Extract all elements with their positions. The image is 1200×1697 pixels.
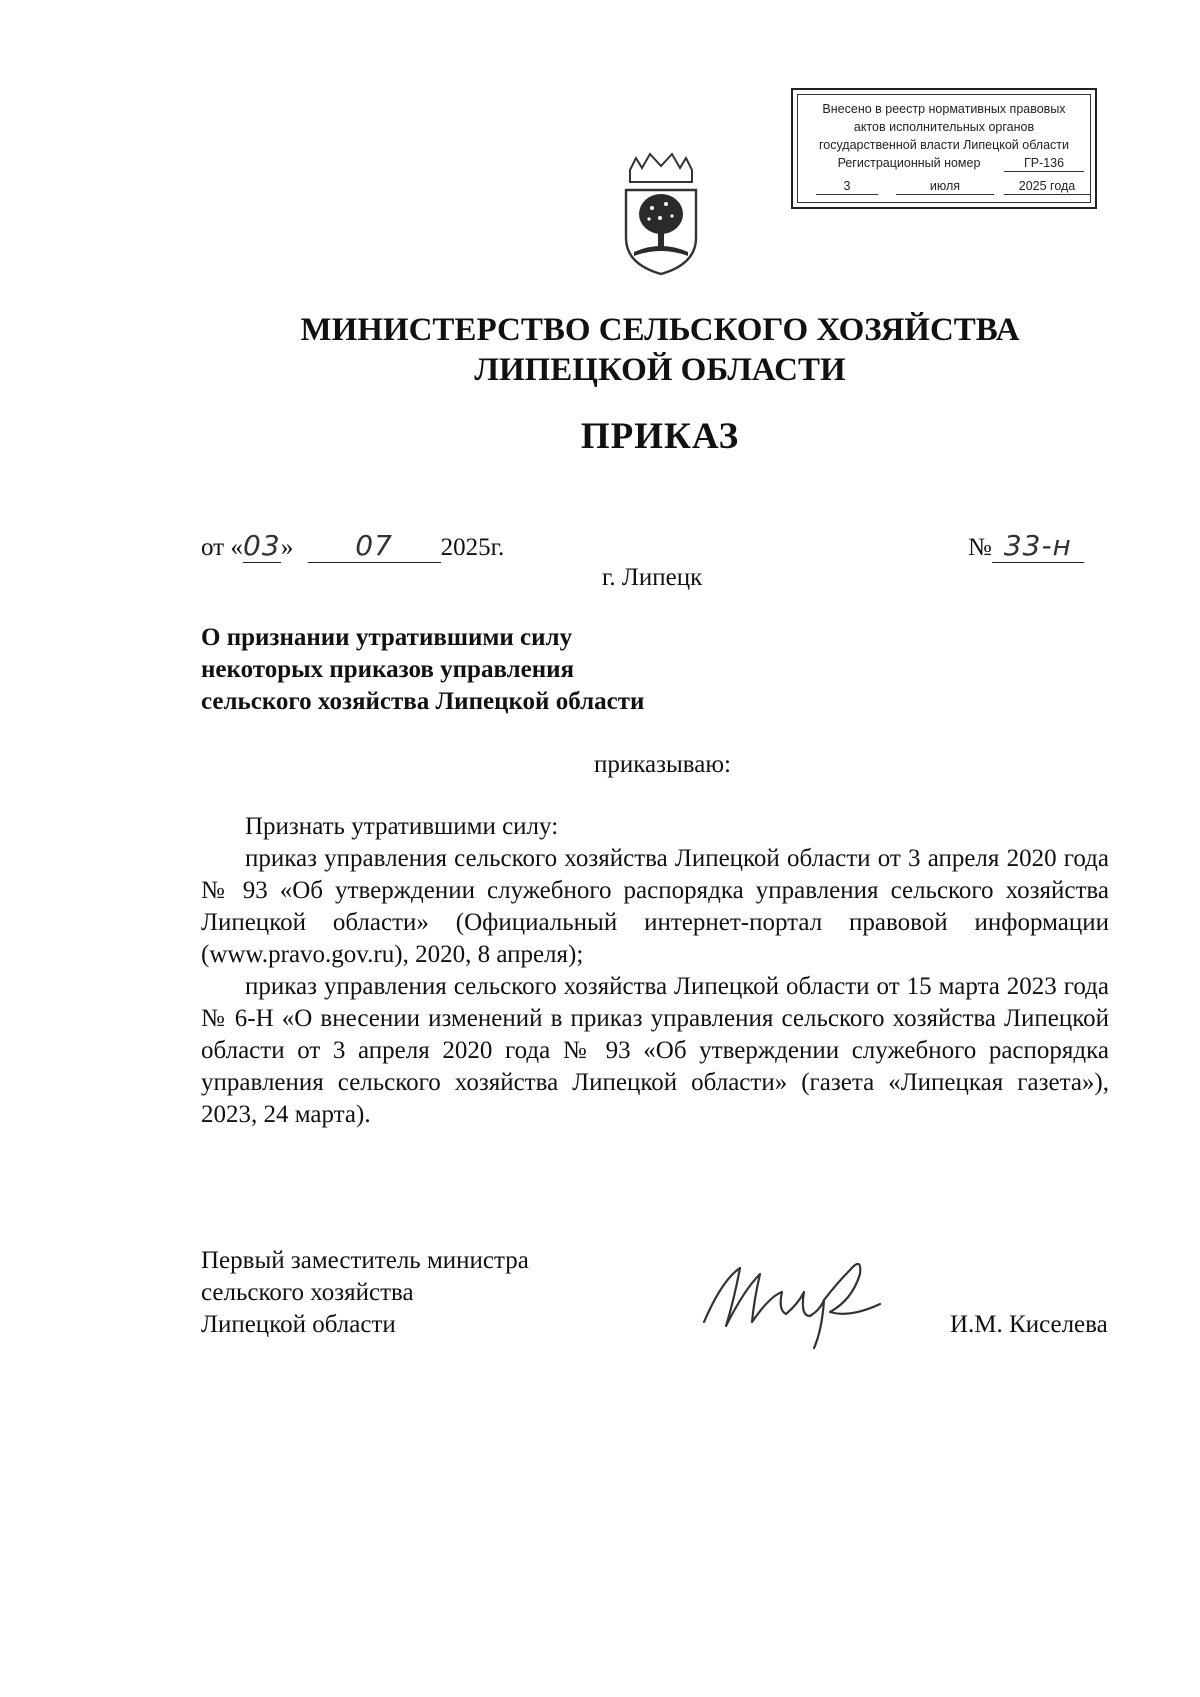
date-month-handwritten: 07 bbox=[308, 530, 441, 563]
order-word: приказываю: bbox=[594, 751, 731, 778]
stamp-day: 3 bbox=[816, 178, 878, 195]
stamp-line-2: актов исполнительных органов bbox=[853, 120, 1035, 134]
signatory-position-line-3: Липецкой области bbox=[201, 1311, 396, 1338]
city: г. Липецк bbox=[602, 564, 703, 591]
date-day-handwritten: 03 bbox=[243, 529, 281, 562]
body-intro: Признать утратившими силу: bbox=[245, 813, 559, 840]
signatory-position bbox=[201, 1245, 529, 1341]
order-date bbox=[201, 530, 504, 564]
body-item-1: приказ управления сельского хозяйства Липецкой области от 3 апреля 2020 года № 93 «Об утверждении служебного распорядка управления сельского хозяйства Липецкой области» (Официальный интернет-портал правовой информации (www.pravo.gov.ru), 2020, 8 апреля); bbox=[201, 845, 1109, 968]
stamp-reg-number: ГР-136 bbox=[1004, 155, 1084, 172]
subject-line-3: сельского хозяйства Липецкой области bbox=[201, 688, 645, 715]
stamp-frame bbox=[797, 94, 1091, 203]
date-prefix: от « bbox=[201, 534, 243, 561]
handwritten-signature bbox=[682, 1230, 902, 1350]
date-year: 2025г. bbox=[440, 534, 505, 561]
ministry-name-line-2: ЛИПЕЦКОЙ ОБЛАСТИ bbox=[474, 352, 846, 388]
order-subject bbox=[201, 622, 644, 718]
signatory-position-line-2: сельского хозяйства bbox=[201, 1279, 414, 1306]
stamp-line-3: государственной власти Липецкой области bbox=[818, 138, 1070, 152]
registration-stamp bbox=[791, 88, 1097, 209]
subject-line-2: некоторых приказов управления bbox=[201, 656, 575, 683]
signatory-name: И.М. Киселева bbox=[950, 1311, 1108, 1338]
subject-line-1: О признании утратившими силу bbox=[201, 624, 573, 651]
stamp-month: июля bbox=[896, 178, 994, 195]
document-type-title: ПРИКАЗ bbox=[580, 416, 740, 457]
body-item-2: приказ управления сельского хозяйства Липецкой области от 15 марта 2023 года № 6-Н «О внесении изменений в приказ управления сельского хозяйства Липецкой области от 3 апреля 2020 года № 93 «Об утверждении служебного распорядка управления сельского хозяйства Липецкой области» (газета «Липецкая газета»), 2023, 24 марта). bbox=[201, 973, 1109, 1128]
stamp-reg-label: Регистрационный номер bbox=[837, 156, 981, 170]
order-number bbox=[968, 530, 1084, 564]
stamp-year: 2025 года bbox=[1004, 178, 1090, 195]
date-mid: » bbox=[280, 534, 294, 561]
coat-of-arms-emblem bbox=[616, 152, 706, 276]
number-handwritten: 33-н bbox=[992, 530, 1084, 563]
ministry-name-line-1: МИНИСТЕРСТВО СЕЛЬСКОГО ХОЗЯЙСТВА bbox=[300, 312, 1020, 348]
stamp-line-1: Внесено в реестр нормативных правовых bbox=[822, 102, 1066, 116]
signatory-position-line-1: Первый заместитель министра bbox=[201, 1247, 529, 1274]
number-prefix: № bbox=[968, 534, 992, 561]
